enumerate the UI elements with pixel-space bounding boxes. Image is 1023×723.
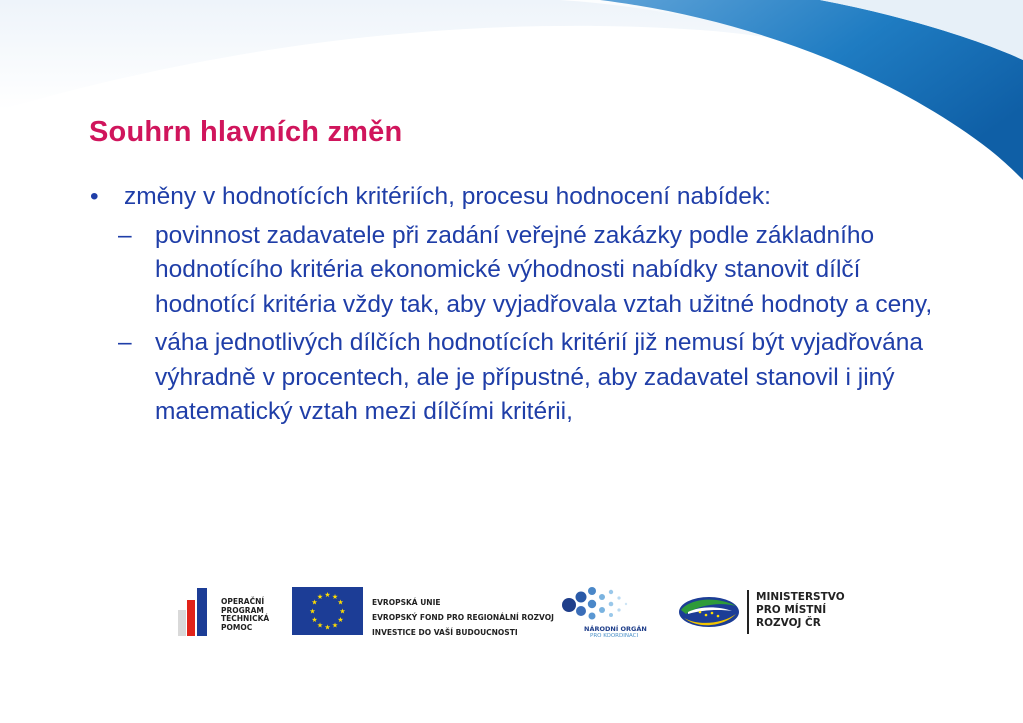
svg-text:★: ★: [316, 621, 324, 630]
oppt-logo: [178, 588, 278, 636]
svg-text:★: ★: [311, 598, 318, 607]
footer-logos: [0, 580, 1023, 650]
sub-bullet-text: povinnost zadavatele při zadání veřejné zakázky podle základního hodnotícího kritéria ekonomické výhodnosti nabídky stanovit dílčí hodnotící kritéria vždy tak, aby vyjadřovala vztah užitné hodnoty a ceny,: [155, 221, 933, 318]
mmr-emblem-icon: [678, 592, 740, 632]
svg-text:★: ★: [331, 593, 339, 601]
svg-text:★: ★: [316, 593, 324, 601]
slide-title: Souhrn hlavních změn: [89, 116, 403, 148]
dash-marker: –: [118, 221, 132, 249]
oppt-bars-icon: [178, 588, 218, 636]
sub-bullet-item: [90, 326, 950, 430]
sub-bullet-text: váha jednotlivých dílčích hodnotících kritérií již nemusí být vyjadřována výhradně v procentech, ale je přípustné, aby zadavatel stanovil i jiný matematický vztah mezi dílčími kritérii,: [155, 329, 924, 425]
eu-flag-icon: [292, 587, 363, 635]
oppt-text: OPERAČNÍ PROGRAM TECHNICKÁ POMOC: [221, 597, 270, 632]
dash-marker: –: [118, 329, 132, 356]
bullet-item: [90, 180, 950, 215]
svg-text:★: ★: [337, 616, 344, 624]
svg-text:★: ★: [324, 623, 331, 632]
svg-text:★: ★: [324, 591, 331, 599]
mmr-logo: [678, 588, 858, 638]
svg-text:★: ★: [337, 598, 344, 607]
mmr-text: MINISTERSTVO PRO MÍSTNÍ ROZVOJ ČR: [756, 591, 845, 629]
svg-text:★: ★: [309, 607, 316, 616]
mmr-divider: [747, 590, 749, 634]
nok-subtitle: PRO KOORDINACI: [590, 633, 639, 639]
narodni-organ-logo: [560, 585, 650, 641]
dots-icon: [560, 585, 630, 623]
bullet-marker: •: [90, 183, 99, 210]
nok-title: NÁRODNÍ ORGÁN: [584, 625, 647, 633]
eu-text: EVROPSKÁ UNIE EVROPSKÝ FOND PRO REGIONÁLNÍ ROZVOJ INVESTICE DO VAŠÍ BUDOUCNOSTI: [372, 598, 554, 637]
svg-text:★: ★: [311, 616, 318, 624]
svg-text:★: ★: [339, 607, 346, 616]
sub-bullet-item: [90, 219, 950, 323]
eu-logo: [292, 587, 552, 637]
svg-text:★: ★: [331, 621, 339, 630]
bullet-text: změny v hodnotících kritériích, procesu hodnocení nabídek:: [124, 183, 771, 210]
slide-content: [90, 180, 950, 430]
